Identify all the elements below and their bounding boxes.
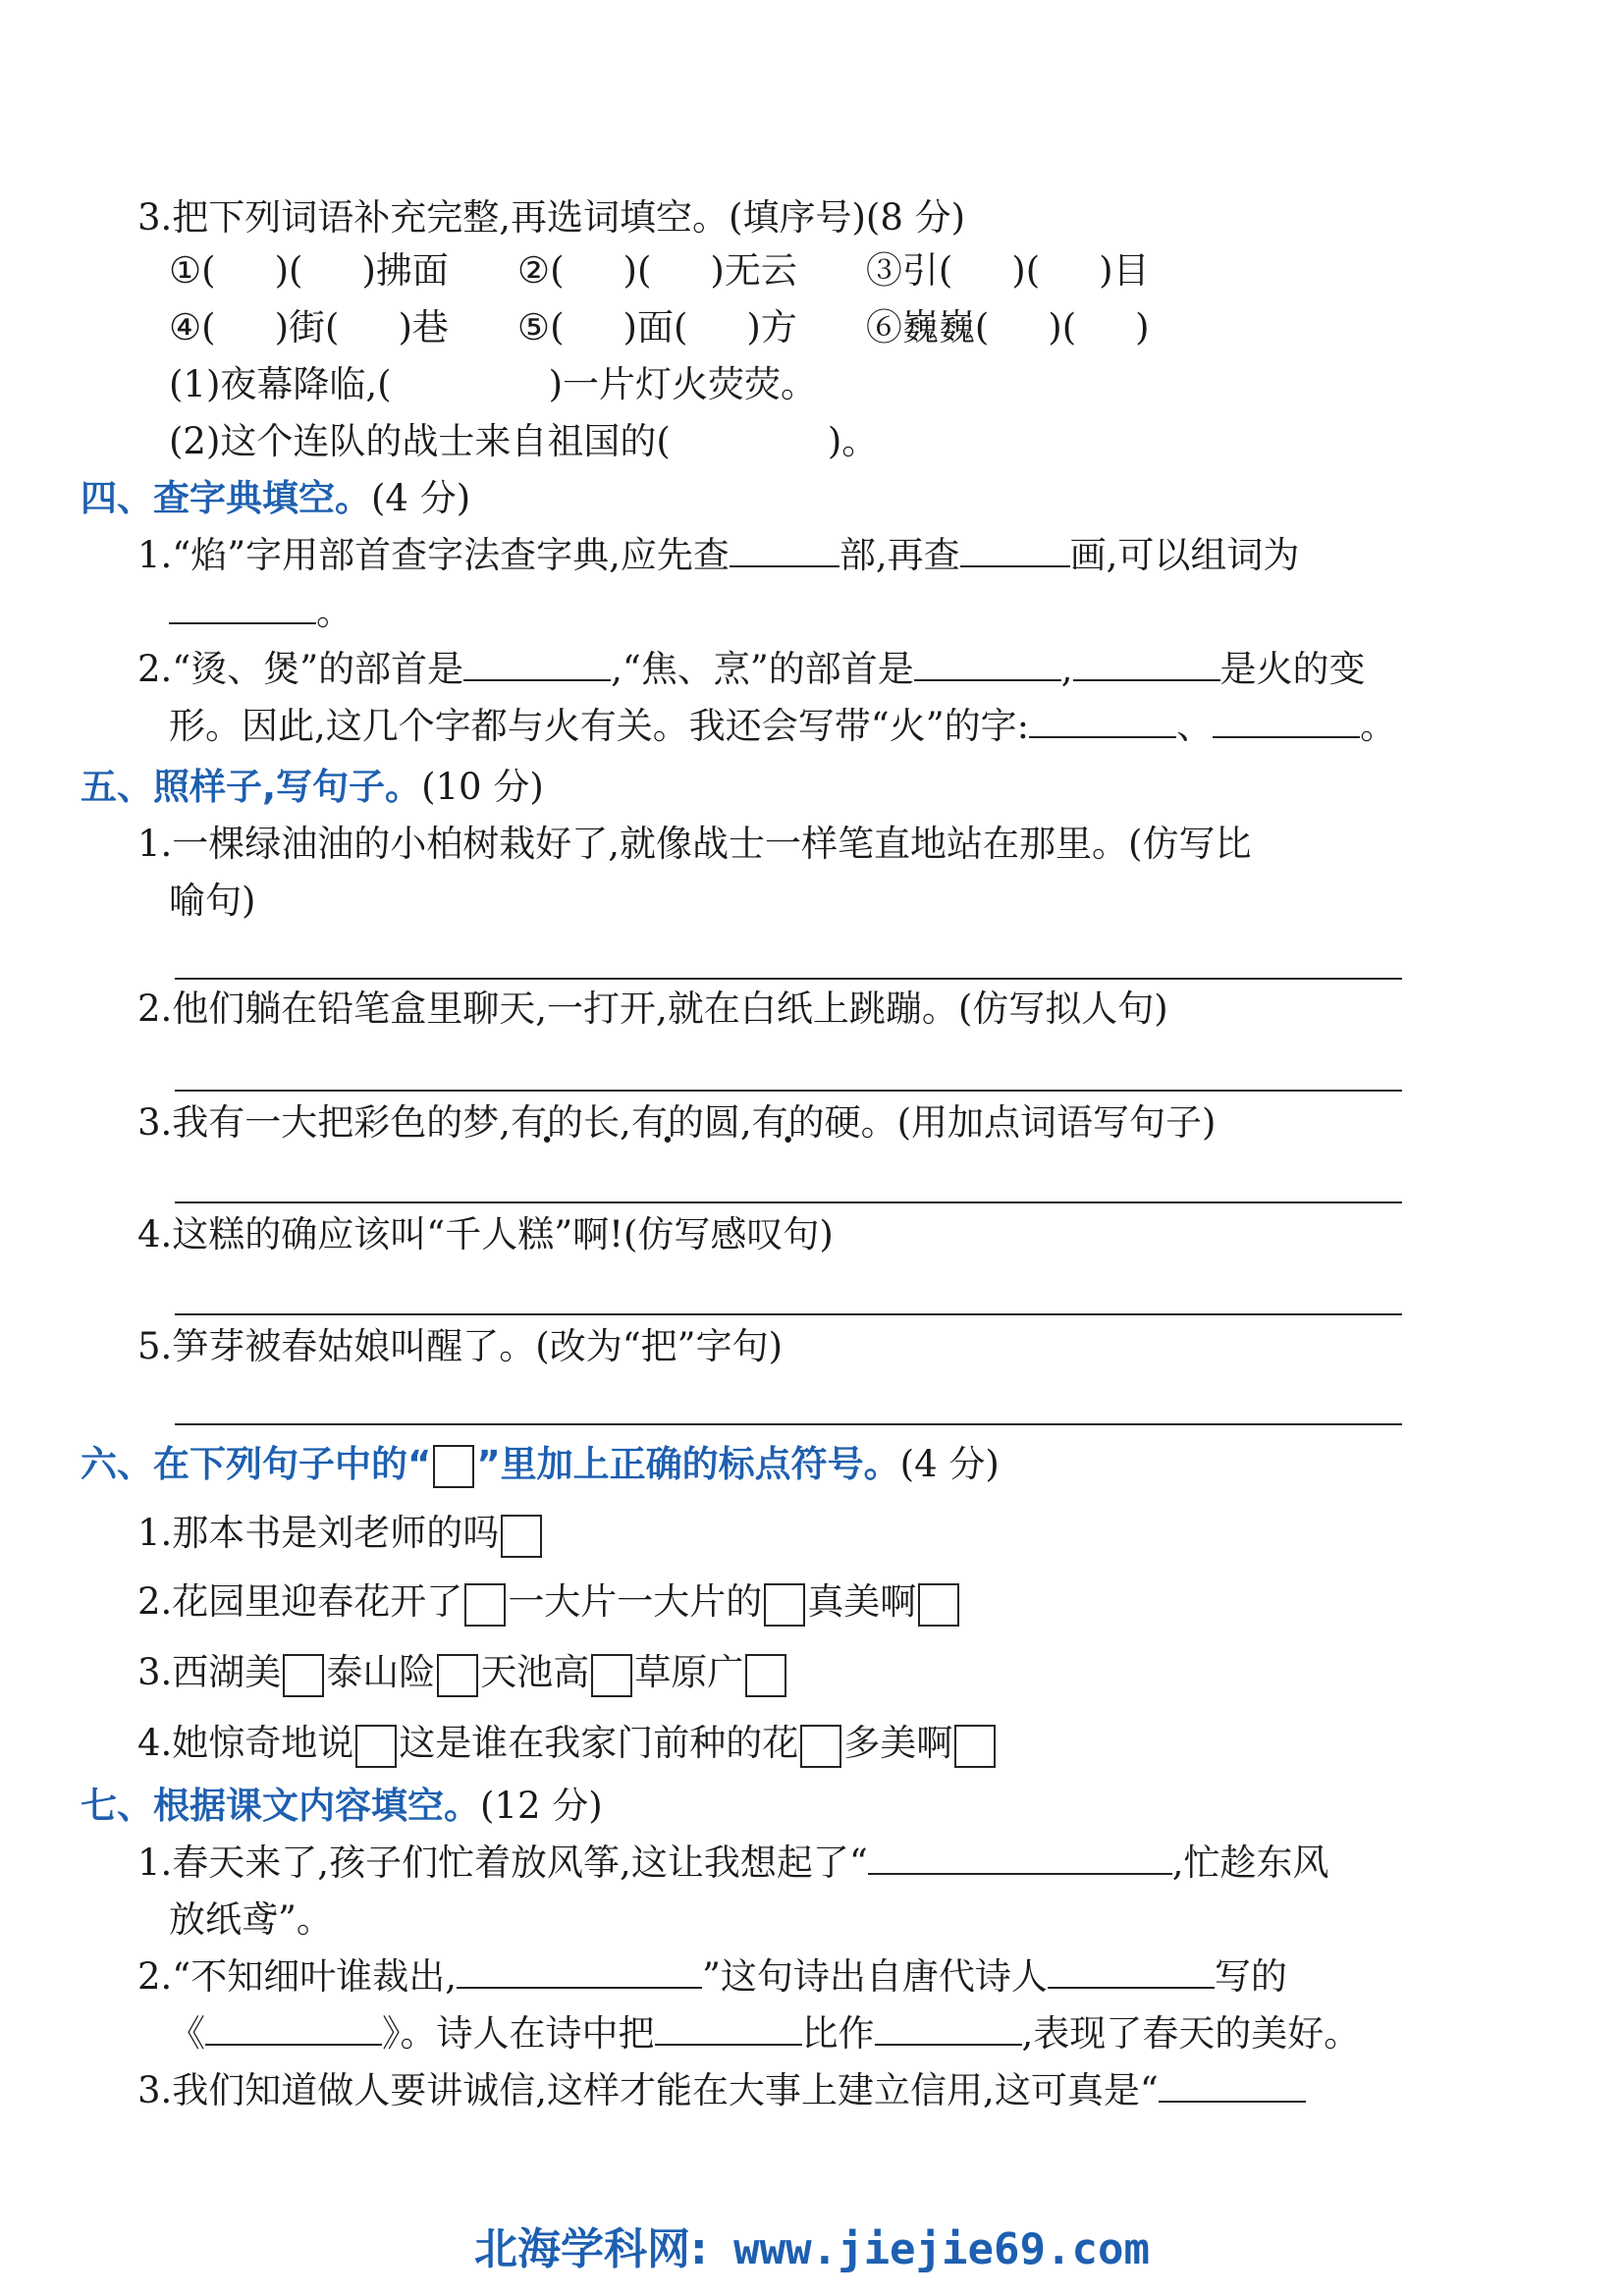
q3-sentence-1[interactable]: (1)夜幕降临,( )一片灯火荧荧。 [169, 363, 818, 405]
answer-box[interactable] [437, 1654, 478, 1697]
s4-q1-cont: 。 [169, 589, 352, 636]
word-5[interactable]: ⑤( )面( )方 [516, 306, 797, 348]
s4-q2-cont: 形。因此,这几个字都与火有关。我还会写带“火”的字: 、 。 [169, 705, 1397, 747]
blank[interactable] [1029, 703, 1176, 738]
blank[interactable] [960, 532, 1070, 567]
q3-sentence-2[interactable]: (2)这个连队的战士来自祖国的( )。 [169, 420, 879, 462]
word-4[interactable]: ④( )街( )巷 [169, 306, 449, 348]
blank[interactable] [655, 2010, 802, 2046]
s5-q2: 2.他们躺在铅笔盒里聊天,一打开,就在白纸上跳蹦。(仿写拟人句) [137, 988, 1168, 1030]
word-6[interactable]: ⑥巍巍( )( ) [865, 306, 1150, 348]
s6-q2: 2.花园里迎春花开了 一大片一大片的 真美啊 [137, 1578, 961, 1627]
s7-q2-cont: 《 》。诗人在诗中把 比作 ,表现了春天的美好。 [169, 2012, 1361, 2055]
answer-box[interactable] [355, 1725, 397, 1768]
answer-line[interactable] [175, 1201, 1402, 1203]
emphasis-word: 有的 [511, 1101, 584, 1144]
s6-q3: 3.西湖美 泰山险 天池高 草原广 [137, 1649, 788, 1697]
s7-q2: 2.“不知细叶谁裁出, ”这句诗出自唐代诗人 写的 [137, 1955, 1287, 1998]
answer-line[interactable] [175, 978, 1402, 980]
blank[interactable] [457, 1953, 702, 1989]
s4-q2: 2.“烫、煲”的部首是 ,“焦、烹”的部首是 , 是火的变 [137, 648, 1366, 690]
s7-q3: 3.我们知道做人要讲诚信,这样才能在大事上建立信用,这可真是“ [137, 2067, 1306, 2114]
blank[interactable] [868, 1840, 1172, 1875]
footer-watermark: 北海学科网: www.jiejie69.com [474, 2224, 1150, 2274]
answer-box[interactable] [918, 1583, 959, 1627]
s6-q1: 1.那本书是刘老师的吗 [137, 1510, 544, 1558]
s5-q1-cont: 喻句) [169, 880, 256, 922]
q3-title: 3.把下列词语补充完整,再选词填空。(填序号)(8 分) [137, 196, 966, 239]
word-3[interactable]: ③引( )( )目 [865, 249, 1150, 292]
s5-q4: 4.这糕的确应该叫“千人糕”啊!(仿写感叹句) [137, 1213, 834, 1255]
section-5-title: 五、照样子,写句子。(10 分) [81, 766, 544, 808]
answer-box[interactable] [800, 1725, 841, 1768]
blank[interactable] [1073, 646, 1220, 681]
section-7-title: 七、根据课文内容填空。(12 分) [81, 1785, 603, 1827]
answer-box[interactable] [745, 1654, 786, 1697]
section-6-title: 六、在下列句子中的“ ”里加上正确的标点符号。(4 分) [81, 1441, 1000, 1488]
answer-box[interactable] [283, 1654, 324, 1697]
s7-q1: 1.春天来了,孩子们忙着放风筝,这让我想起了“ ,忙趁东风 [137, 1842, 1329, 1884]
blank[interactable] [875, 2010, 1022, 2046]
s5-q5: 5.笋芽被春姑娘叫醒了。(改为“把”字句) [137, 1325, 784, 1367]
answer-line[interactable] [175, 1313, 1402, 1315]
answer-box[interactable] [764, 1583, 805, 1627]
word-row-2 [169, 304, 1150, 351]
blank[interactable] [914, 646, 1061, 681]
answer-box[interactable] [591, 1654, 632, 1697]
emphasis-word: 有的 [630, 1101, 704, 1144]
blank[interactable] [1213, 703, 1360, 738]
blank[interactable] [205, 2010, 382, 2046]
box-icon [433, 1445, 474, 1488]
s7-q1-cont: 放纸鸢”。 [169, 1898, 333, 1941]
section-4-title: 四、查字典填空。(4 分) [81, 477, 471, 519]
answer-box[interactable] [501, 1515, 542, 1558]
s5-q3: 3.我有一大把彩色的梦,有的长,有的圆,有的硬。(用加点词语写句子) [137, 1101, 1217, 1144]
answer-box[interactable] [954, 1725, 996, 1768]
word-2[interactable]: ②( )( )无云 [516, 249, 797, 292]
blank[interactable] [463, 646, 611, 681]
answer-box[interactable] [464, 1583, 506, 1627]
blank[interactable] [1159, 2067, 1306, 2103]
answer-line[interactable] [175, 1090, 1402, 1092]
blank[interactable] [730, 532, 839, 567]
s6-q4: 4.她惊奇地说 这是谁在我家门前种的花 多美啊 [137, 1720, 998, 1768]
word-row-1 [169, 247, 1150, 294]
word-1[interactable]: ①( )( )拂面 [169, 249, 449, 292]
emphasis-word: 有的 [751, 1101, 825, 1144]
blank[interactable] [169, 589, 316, 624]
s4-q1: 1.“焰”字用部首查字法查字典,应先查 部,再查 画,可以组词为 [137, 534, 1300, 576]
blank[interactable] [1048, 1953, 1215, 1989]
answer-line[interactable] [175, 1423, 1402, 1425]
s5-q1: 1.一棵绿油油的小柏树栽好了,就像战士一样笔直地站在那里。(仿写比 [137, 823, 1252, 865]
